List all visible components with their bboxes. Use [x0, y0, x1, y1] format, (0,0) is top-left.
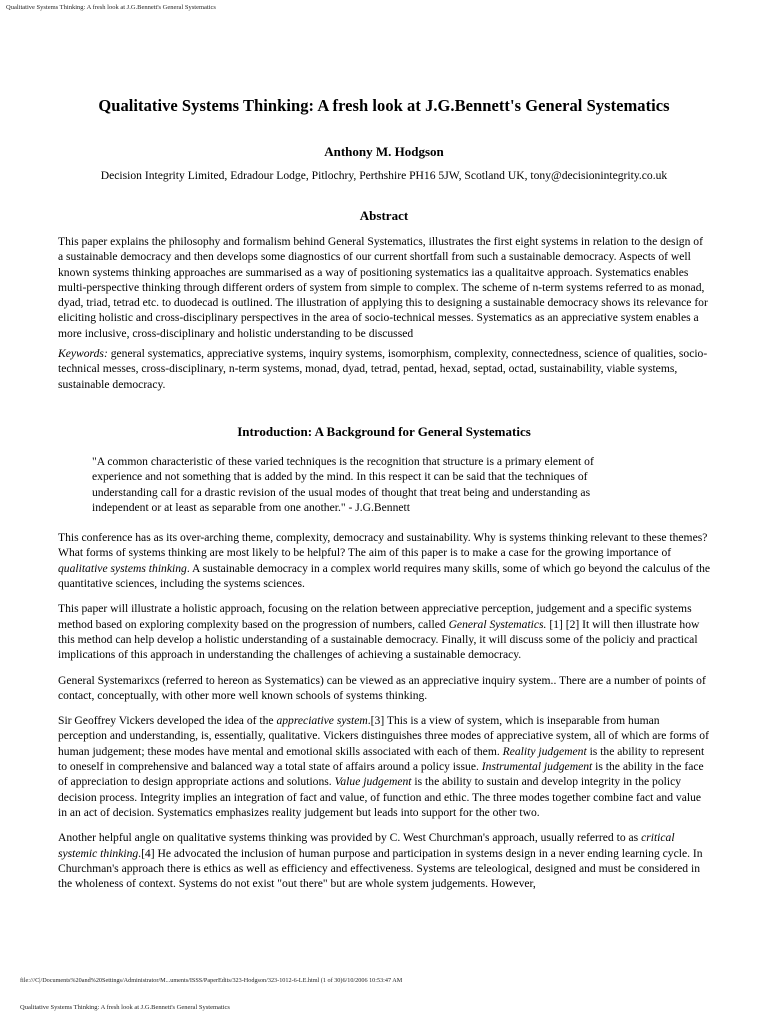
text-run: is the ability in the face of appreciation to design appropriate actions and solutions.	[58, 760, 704, 789]
text-run: [1] [2] It will then illustrate how this method can help develop a holistic understanding of a sustainable democracy. Finally, it will discuss some of the policiy and practical implications of this approach in understanding the challenges of achieving a sustainable democracy.	[58, 617, 700, 662]
text-run: .[4] He advocated the inclusion of human purpose and participation in systems design in a never ending learning cycle. In Churchman's approach there is ethics as well as efficiency and effectiveness. Systems are teleological, designed and must be considered in the wholeness of context. Systems do not exist "out there" but are whole system judgements. However,	[58, 846, 703, 891]
footer-file-url: file:///C|/Documents%20and%20Settings/Administrator/M...uments/ISSS/PaperEdits/323-Hodgson/323-1012-6-LE.html (1 of 30)6/10/2006 10:53:47 AM	[20, 977, 403, 984]
footer-page-title: Qualitative Systems Thinking: A fresh look at J.G.Bennett's General Systematics	[20, 1004, 230, 1011]
emphasis: Reality judgement	[502, 744, 587, 758]
paper-content	[58, 96, 710, 901]
intro-paragraph-3: General Systemarixcs (referred to hereon as Systematics) can be viewed as an appreciative inquiry system.. There are a number of points of contact, conceptually, with other more well known schools of systems thinking.	[58, 673, 706, 702]
paper-title: Qualitative Systems Thinking: A fresh look at J.G.Bennett's General Systematics	[98, 96, 670, 115]
intro-paragraph-4	[58, 713, 710, 820]
emphasis: Value judgement	[334, 775, 412, 789]
intro-paragraph-2	[58, 601, 710, 662]
intro-paragraph-1	[58, 530, 710, 591]
emphasis: appreciative system	[276, 714, 368, 728]
abstract-heading: Abstract	[359, 208, 409, 223]
text-run: . A sustainable democracy in a complex world requires many skills, some of which go beyond the calculus of the quantitative sciences, including the systems sciences.	[58, 561, 711, 591]
intro-paragraph-5	[58, 830, 710, 891]
keywords-list: general systematics, appreciative systems, inquiry systems, isomorphism, complexity, connectedness, science of qualities, socio-technical messes, cross-disciplinary, n-term systems, monad, dyad, tetrad, pentad, hexad, septad, octad, sustainability, viable systems, sustainable democracy.	[58, 347, 708, 391]
text-run: Sir Geoffrey Vickers developed the idea of the	[58, 714, 277, 728]
emphasis: Instrumental judgement	[481, 760, 593, 774]
text-run: is the ability to represent to oneself in comprehensive and balanced way a total state of affairs around a policy issue.	[58, 744, 705, 774]
keywords-label: Keywords:	[58, 347, 108, 361]
author-affiliation: Decision Integrity Limited, Edradour Lodge, Pitlochry, Perthshire PH16 5JW, Scotland UK, tony@decisionintegrity.co.uk	[100, 169, 668, 182]
emphasis: critical systemic thinking	[58, 831, 675, 860]
text-run: .[3] This is a view of system, which is inseparable from human perception and understanding, is, essentially, qualitative. Vickers distinguishes three modes of appreciative system, all of which are forms of human judgement; these modes have mental and emotional skills associated with each of them.	[58, 714, 709, 758]
text-run: Another helpful angle on qualitative systems thinking was provided by C. West Churchman's approach, usually referred to as	[58, 831, 642, 845]
text-run: is the ability to sustain and develop integrity in the policy decision process. Integrity implies an integration of fact and value, of function and ethic. The three modes together combine fact and value in an act of decision. Systematics emphasizes reality judgement but leads into support for the other two.	[58, 775, 702, 819]
emphasis: qualitative systems thinking	[58, 561, 187, 575]
author-name: Anthony M. Hodgson	[324, 144, 444, 159]
introduction-heading: Introduction: A Background for General Systematics	[237, 423, 531, 439]
keywords-paragraph	[58, 346, 710, 392]
text-run: This paper will illustrate a holistic approach, focusing on the relation between appreciative perception, judgement and a specific systems method based on exploring complexity based on the progression of numbers, called	[58, 602, 692, 631]
emphasis: General Systematics.	[448, 617, 547, 631]
text-run: This conference has as its over-arching theme, complexity, democracy and sustainability. Why is systems thinking relevant to these themes? What forms of systems thinking are most likely to be helpful? The aim of this paper is to make a case for the growing importance of	[58, 531, 708, 560]
bennett-quote: "A common characteristic of these varied techniques is the recognition that structure is a primary element of experience and not something that is added by the mind. In this respect it can be said that the techniques of understanding call for a drastic revision of the usual modes of thought that treat being and understanding as independent or at least as separable from one another." - J.G.Bennett	[92, 454, 594, 514]
browser-header-title: Qualitative Systems Thinking: A fresh look at J.G.Bennett's General Systematics	[6, 4, 216, 11]
abstract-paragraph: This paper explains the philosophy and formalism behind General Systematics, illustrates the first eight systems in relation to the design of a sustainable democracy and then develops some diagnostics of our current shortfall from such a sustainable democracy. Aspects of well known systems thinking approaches are summarised as a way of positioning systematics ias a qualitaitve approach. Systematics enables multi-perspective thinking through different orders of system from simple to complex. The scheme of n-term systems referred to as monad, dyad, triad, tetrad etc. to duodecad is outlined. The illustration of applying this to designing a sustainable democracy shows its relevance for eliciting holistic and cross-disciplinary perspectives in the area of socio-technical messes. Systematics as an appreciative system enables a more inclusive, cross-disciplinary and holistic understanding to be discussed	[58, 235, 708, 340]
